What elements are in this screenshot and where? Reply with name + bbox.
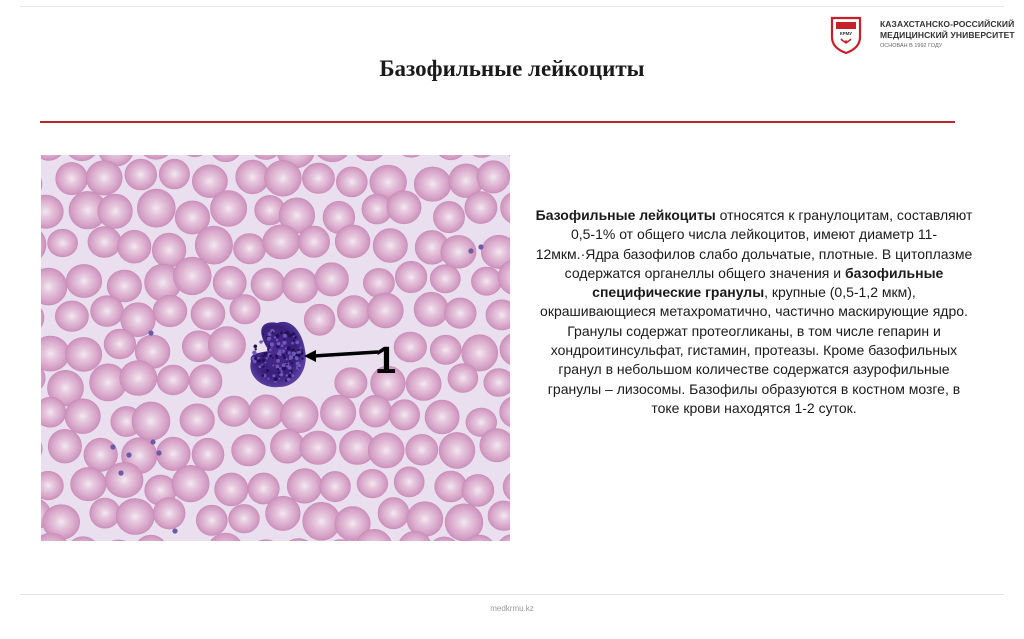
red-blood-cell [368, 433, 404, 468]
red-blood-cell [394, 332, 427, 362]
granule [275, 365, 279, 369]
red-blood-cell [104, 329, 136, 359]
red-blood-cell [251, 268, 285, 301]
university-founded: ОСНОВАН В 1992 ГОДУ [880, 43, 943, 49]
figure-label: 1 [375, 340, 397, 382]
title-divider [40, 121, 955, 123]
red-blood-cell [173, 257, 211, 295]
granule [279, 378, 281, 380]
platelet [478, 244, 483, 249]
red-blood-cell [414, 167, 451, 201]
granule [283, 356, 286, 359]
red-blood-cell [120, 361, 157, 396]
granule [270, 342, 274, 346]
red-blood-cell [378, 498, 409, 529]
platelet [468, 248, 473, 253]
granule [298, 351, 301, 354]
red-blood-cell [105, 462, 143, 497]
red-blood-cell [118, 230, 151, 263]
red-blood-cell [448, 364, 478, 393]
granule [274, 377, 278, 381]
footer-website: medkrmu.kz [490, 604, 534, 613]
granule [291, 362, 293, 364]
red-blood-cell [395, 261, 427, 292]
granule [295, 356, 299, 360]
granule [267, 378, 269, 380]
granule [262, 365, 265, 368]
red-blood-cell [430, 265, 460, 293]
granule [281, 370, 283, 372]
granule [262, 359, 266, 363]
red-blood-cell [157, 365, 189, 395]
red-blood-cell [218, 396, 250, 426]
red-blood-cell [137, 189, 175, 227]
red-blood-cell [229, 504, 260, 533]
granule [276, 359, 280, 363]
granule [292, 352, 296, 356]
granule [269, 348, 272, 351]
red-blood-cell [91, 296, 124, 327]
red-blood-cell [208, 327, 245, 364]
slide-title: Базофильные лейкоциты [379, 56, 645, 81]
red-blood-cell [215, 473, 248, 506]
platelet [126, 452, 131, 457]
description-text [534, 206, 974, 418]
granule [272, 364, 274, 366]
granule [287, 346, 291, 350]
red-blood-cell [357, 469, 388, 498]
university-name [880, 19, 1015, 51]
red-blood-cell [406, 368, 441, 401]
red-blood-cell [266, 496, 301, 530]
red-blood-cell [425, 400, 459, 434]
red-blood-cell [153, 498, 185, 530]
red-blood-cell [270, 429, 304, 463]
red-blood-cell [477, 161, 510, 193]
granule [269, 354, 272, 357]
granule [291, 348, 295, 352]
description-term: Базофильные лейкоциты [535, 207, 716, 223]
university-emblem-icon [826, 15, 866, 55]
granule [263, 333, 265, 335]
red-blood-cell [232, 434, 266, 466]
red-blood-cell [125, 159, 157, 190]
granule [276, 339, 279, 342]
granule [257, 359, 261, 363]
granule [291, 374, 294, 377]
platelet [156, 450, 161, 455]
granule [301, 357, 303, 359]
red-blood-cell [265, 160, 302, 196]
granule [266, 357, 268, 359]
platelet [118, 470, 123, 475]
red-blood-cell [65, 337, 101, 371]
red-blood-cell [360, 395, 392, 427]
red-blood-cell [302, 163, 334, 193]
red-blood-cell [210, 191, 246, 227]
red-blood-cell [156, 437, 190, 470]
description-part1: относятся к гранулоцитам, составляют 0,5-1% от общего числа лейкоцитов, имеют диаметр 11-12мкм.·Ядра базофилов слабо дольчатые, плотные. В цитоплазме содержатся органеллы общего значения и [535, 207, 973, 281]
red-blood-cell [315, 263, 349, 296]
red-blood-cell [282, 268, 318, 303]
granule [280, 331, 283, 334]
granule [281, 344, 284, 347]
granule [287, 378, 291, 382]
granule [253, 360, 256, 363]
red-blood-cell [304, 304, 335, 335]
red-blood-cell [389, 400, 419, 430]
university-name-line2: МЕДИЦИНСКИЙ УНИВЕРСИТЕТ [880, 30, 1015, 40]
granule [279, 367, 282, 370]
red-blood-cell [66, 264, 102, 297]
red-blood-cell [287, 469, 322, 504]
granule [277, 346, 279, 348]
granule [255, 348, 257, 350]
granule [278, 372, 280, 374]
red-blood-cell [337, 296, 370, 328]
granule [264, 362, 266, 364]
granule [289, 355, 293, 359]
granule [300, 347, 302, 349]
granule [252, 351, 256, 355]
red-blood-cell [191, 298, 225, 330]
granule [286, 358, 288, 360]
granule [261, 340, 263, 342]
red-blood-cell [394, 467, 424, 497]
granule [293, 356, 295, 358]
red-blood-cell [320, 471, 351, 501]
granule [293, 335, 295, 337]
red-blood-cell [335, 368, 367, 398]
granule [266, 369, 269, 372]
granule [288, 351, 291, 354]
granule [262, 374, 265, 377]
granule [278, 350, 282, 354]
red-blood-cell [234, 234, 266, 264]
red-blood-cell [249, 395, 284, 429]
red-blood-cell [132, 402, 170, 440]
granule [282, 341, 286, 345]
granule [268, 337, 271, 340]
red-blood-cell [88, 227, 121, 258]
platelet [150, 439, 155, 444]
red-blood-cell [90, 498, 120, 528]
granule [272, 357, 274, 359]
red-blood-cell [363, 268, 394, 297]
granule [285, 363, 287, 365]
granule [289, 372, 291, 374]
red-blood-cell [281, 397, 319, 433]
red-blood-cell [55, 301, 88, 332]
red-blood-cell [230, 295, 260, 324]
granule [291, 342, 294, 345]
red-blood-cell [320, 395, 355, 430]
red-blood-cell [387, 191, 421, 224]
red-blood-cell [263, 225, 300, 259]
university-name-line1: КАЗАХСТАНСКО-РОССИЙСКИЙ [880, 19, 1015, 29]
red-blood-cell [300, 431, 336, 464]
granule [287, 363, 289, 365]
red-blood-cell [86, 161, 122, 196]
granule [254, 345, 258, 349]
svg-text:КРМУ: КРМУ [839, 31, 853, 36]
granule [283, 334, 287, 338]
red-blood-cell [298, 226, 329, 257]
granule [282, 354, 285, 357]
red-blood-cell [189, 365, 222, 398]
red-blood-cell [406, 434, 438, 465]
granule [277, 342, 281, 346]
platelet [148, 330, 153, 335]
red-blood-cell [430, 335, 461, 364]
blood-smear-image [41, 155, 510, 541]
red-blood-cell [196, 505, 227, 535]
red-blood-cell [303, 502, 341, 540]
granule [298, 364, 301, 367]
red-blood-cell [71, 467, 107, 500]
granule [270, 331, 272, 333]
red-blood-cell [335, 225, 370, 258]
red-blood-cell [336, 167, 367, 197]
granule [283, 339, 285, 341]
red-blood-cell [195, 226, 232, 264]
granule [264, 355, 266, 357]
red-blood-cell [56, 162, 88, 194]
red-blood-cell [153, 295, 187, 327]
granule [302, 349, 304, 351]
granule [274, 336, 276, 338]
red-blood-cell [471, 267, 501, 295]
granule [295, 341, 299, 345]
granule [277, 368, 279, 370]
red-blood-cell [213, 266, 246, 299]
granule [264, 352, 268, 356]
red-blood-cell [444, 298, 476, 328]
platelet [110, 444, 115, 449]
red-blood-cell [48, 229, 78, 257]
header-divider [20, 6, 1004, 7]
red-blood-cell [116, 499, 154, 535]
red-blood-cell [65, 399, 100, 434]
red-blood-cell [462, 474, 494, 506]
granule [284, 332, 286, 334]
red-blood-cell [480, 429, 510, 462]
red-blood-cell [48, 429, 81, 463]
red-blood-cell [192, 438, 224, 470]
red-blood-cell [414, 292, 448, 326]
red-blood-cell [159, 159, 189, 189]
university-logo [826, 15, 1016, 55]
granule [262, 355, 265, 358]
granule [285, 347, 287, 349]
red-blood-cell [98, 194, 133, 228]
description-part2: , крупные (0,5-1,2 мкм), окрашивающиеся метахроматично, частично маскирующие ядро. Гранулы содержат протеогликаны, в том числе гепарин и хондроитинсульфат, гистамин, протеазы. Кроме базофильных гранул в небольшом количестве содержатся азурофильные гранулы – лизосомы. Базофилы образуются в костном мозге, в токе крови находятся 1-2 суток. [540, 284, 968, 416]
granule [258, 365, 261, 368]
platelet [172, 528, 177, 533]
red-blood-cell [465, 192, 497, 224]
red-blood-cell [435, 471, 467, 502]
red-blood-cell [433, 201, 464, 232]
red-blood-cell [439, 432, 475, 468]
blood-smear-micrograph [41, 155, 510, 541]
granule [288, 334, 291, 337]
red-blood-cell [484, 369, 510, 397]
red-blood-cell [373, 229, 407, 263]
granule [272, 374, 275, 377]
red-blood-cell [180, 404, 215, 436]
red-blood-cell [368, 293, 404, 328]
description-granules-term: базофильные специфические гранулы [592, 264, 944, 301]
granule [286, 374, 288, 376]
granule [288, 366, 292, 370]
footer-divider [20, 594, 1004, 595]
granule [279, 353, 282, 356]
red-blood-cell [172, 465, 209, 502]
granule [293, 340, 295, 342]
granule [254, 357, 257, 360]
